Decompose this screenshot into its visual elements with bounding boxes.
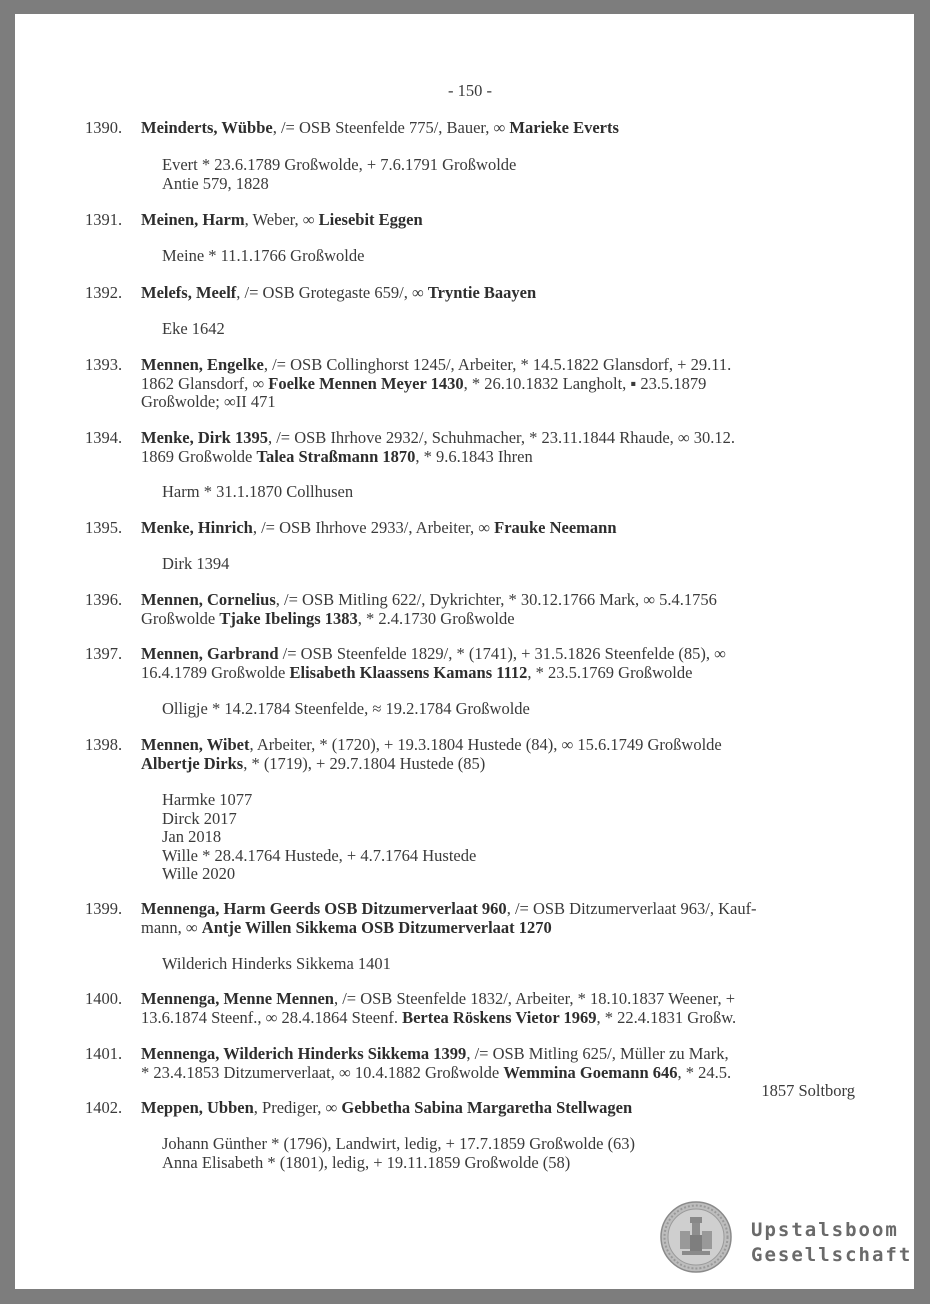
entry-text-run: , /= OSB Mitling 625/, Müller zu Mark,: [466, 1044, 729, 1063]
child-line: Evert * 23.6.1789 Großwolde, + 7.6.1791 Großwolde: [162, 155, 517, 174]
entry-text: [141, 736, 855, 773]
child-line: Wille 2020: [162, 864, 236, 883]
entry-line: [141, 1045, 855, 1064]
entry-text: [141, 429, 855, 466]
entry-line: [141, 1064, 855, 1083]
entry-line: [141, 990, 855, 1009]
entry-number: 1395.: [85, 518, 123, 537]
children-list: [162, 791, 852, 884]
entry-1395: [85, 519, 855, 538]
entry-line: [141, 429, 855, 448]
entry-text: [141, 284, 855, 303]
entry-text-run: , * 24.5.: [677, 1062, 732, 1082]
child-line: Dirk 1394: [162, 554, 230, 573]
entry-text-run: , /= OSB Ihrhove 2933/, Arbeiter, ∞: [252, 518, 495, 537]
entry-line: [141, 1009, 855, 1028]
entry-number: 1396.: [85, 590, 123, 609]
spouse-name: Foelke Mennen Meyer 1430: [268, 373, 464, 393]
children-list: [162, 320, 852, 339]
spouse-name: Wemmina Goemann 646: [503, 1062, 678, 1082]
entry-number: 1394.: [85, 428, 123, 447]
entry-1396: [85, 591, 855, 628]
entry-text: [141, 119, 855, 138]
entry-line: [141, 736, 855, 755]
entry-line: [141, 610, 855, 629]
entry-line: [141, 900, 855, 919]
children-list: [162, 247, 852, 266]
entry-text: [141, 900, 855, 937]
entry-name: Mennenga, Harm Geerds OSB Ditzumerverlaat 960: [141, 899, 507, 918]
entry-line: [141, 645, 855, 664]
entry-line: [141, 119, 855, 138]
entry-text-run: , Weber, ∞: [244, 210, 319, 229]
spouse-name: Antje Willen Sikkema OSB Ditzumerverlaat 1270: [201, 917, 552, 937]
entry-text-run: , /= OSB Ditzumerverlaat 963/, Kauf-: [506, 899, 757, 918]
entry-text-run: , /= OSB Steenfelde 775/, Bauer, ∞: [272, 118, 510, 137]
child-line: Antie 579, 1828: [162, 173, 269, 193]
child-line: Harm * 31.1.1870 Collhusen: [162, 482, 354, 501]
entry-line: [141, 448, 855, 467]
entry-number: 1402.: [85, 1098, 123, 1117]
children-list: [162, 156, 852, 193]
spouse-name: Elisabeth Klaassens Kamans 1112: [289, 662, 528, 682]
entry-1399: [85, 900, 855, 937]
entry-text: [141, 211, 855, 230]
spouse-name: Talea Straßmann 1870: [256, 446, 416, 466]
entry-text-run: /= OSB Steenfelde 1829/, * (1741), + 31.5.1826 Steenfelde (85), ∞: [278, 644, 726, 663]
entry-number: 1398.: [85, 735, 123, 754]
entry-text-run: , * 26.10.1832 Langholt, ▪ 23.5.1879: [463, 373, 707, 393]
entry-text-run: , Prediger, ∞: [253, 1098, 342, 1117]
spouse-name: Tjake Ibelings 1383: [219, 608, 358, 628]
entry-1390: [85, 119, 855, 138]
children-list: [162, 483, 852, 502]
entry-name: Meinen, Harm: [141, 210, 245, 229]
document-page: [15, 14, 914, 1289]
entry-name: Mennen, Engelke: [141, 355, 264, 374]
entry-line: [141, 375, 855, 394]
entry-line: [141, 664, 855, 683]
entry-text-run: 1869 Großwolde: [141, 446, 257, 466]
entry-1402: [85, 1099, 855, 1118]
child-line: Harmke 1077: [162, 790, 253, 809]
entry-text: [141, 356, 855, 412]
child-line: Meine * 11.1.1766 Großwolde: [162, 246, 365, 265]
children-list: [162, 555, 852, 574]
spouse-name: Marieke Everts: [509, 118, 619, 137]
entry-line: [141, 591, 855, 610]
entry-text: [141, 1099, 855, 1118]
entry-text: [141, 519, 855, 538]
child-line: Wille * 28.4.1764 Hustede, + 4.7.1764 Hustede: [162, 845, 477, 865]
entry-text-run: 13.6.1874 Steenf., ∞ 28.4.1864 Steenf.: [141, 1007, 403, 1027]
child-line: Jan 2018: [162, 827, 222, 846]
child-line: Eke 1642: [162, 319, 225, 338]
entry-name: Menke, Dirk 1395: [141, 428, 268, 447]
entry-number: 1390.: [85, 118, 123, 137]
entry-number: 1397.: [85, 644, 123, 663]
entry-text-run: mann, ∞: [141, 917, 202, 937]
spouse-name: Tryntie Baayen: [427, 283, 537, 302]
entry-text: [141, 645, 855, 682]
spouse-name: Liesebit Eggen: [318, 210, 423, 229]
entry-1398: [85, 736, 855, 773]
entry-text-run: , /= OSB Collinghorst 1245/, Arbeiter, * 14.5.1822 Glansdorf, + 29.11.: [263, 355, 732, 374]
entry-line: [141, 919, 855, 938]
entry-name: Mennen, Cornelius: [141, 590, 276, 609]
entry-1400: [85, 990, 855, 1027]
entry-name: Meinderts, Wübbe: [141, 118, 273, 137]
entry-text-run: , /= OSB Grotegaste 659/, ∞: [236, 283, 428, 302]
logo-line-1: Upstalsboom: [751, 1219, 899, 1241]
child-line: Anna Elisabeth * (1801), ledig, + 19.11.1859 Großwolde (58): [162, 1152, 571, 1172]
children-list: [162, 1135, 852, 1172]
child-line: Dirck 2017: [162, 808, 237, 828]
entry-1401: [85, 1045, 855, 1101]
logo-line-2: Gesellschaft: [751, 1244, 913, 1266]
entry-text-run: , * 2.4.1730 Großwolde: [357, 608, 515, 628]
entry-name: Mennen, Wibet: [141, 735, 250, 754]
entry-line: [141, 284, 855, 303]
child-line: Johann Günther * (1796), Landwirt, ledig, + 17.7.1859 Großwolde (63): [162, 1134, 636, 1153]
entry-number: 1393.: [85, 355, 123, 374]
spouse-name: Frauke Neemann: [494, 518, 617, 537]
entry-1397: [85, 645, 855, 682]
entry-text: [141, 591, 855, 628]
entry-line: [141, 519, 855, 538]
children-list: [162, 700, 852, 719]
entry-text-run: , /= OSB Steenfelde 1832/, Arbeiter, * 18.10.1837 Weener, +: [333, 989, 735, 1008]
entry-text-run: 16.4.1789 Großwolde: [141, 662, 290, 682]
entry-1393: [85, 356, 855, 412]
entry-text: [141, 990, 855, 1027]
entry-number: 1401.: [85, 1044, 123, 1063]
child-line: Wilderich Hinderks Sikkema 1401: [162, 954, 391, 973]
entry-name: Menke, Hinrich: [141, 518, 253, 537]
entry-name: Mennen, Garbrand: [141, 644, 279, 663]
entry-text-run: , * 23.5.1769 Großwolde: [527, 662, 693, 682]
entry-line: Großwolde; ∞II 471: [141, 392, 276, 411]
page-number: - 150 -: [448, 81, 492, 100]
entry-1394: [85, 429, 855, 466]
entry-name: Meppen, Ubben: [141, 1098, 254, 1117]
seal-logo-icon: [660, 1201, 732, 1273]
entry-text-run: , /= OSB Ihrhove 2932/, Schuhmacher, * 23.11.1844 Rhaude, ∞ 30.12.: [267, 428, 736, 447]
entry-name: Melefs, Meelf: [141, 283, 237, 302]
entry-number: 1399.: [85, 899, 123, 918]
entry-text-run: , * 9.6.1843 Ihren: [415, 446, 533, 466]
entry-line-right: 1857 Soltborg: [761, 1081, 855, 1100]
entry-1391: [85, 211, 855, 230]
entry-number: 1400.: [85, 989, 123, 1008]
child-line: Olligje * 14.2.1784 Steenfelde, ≈ 19.2.1784 Großwolde: [162, 699, 530, 718]
entry-number: 1392.: [85, 283, 123, 302]
entry-text-run: , Arbeiter, * (1720), + 19.3.1804 Hustede (84), ∞ 15.6.1749 Großwolde: [249, 735, 722, 754]
society-logo-text: [751, 1218, 912, 1268]
entry-number: 1391.: [85, 210, 123, 229]
entry-name: Mennenga, Menne Mennen: [141, 989, 334, 1008]
entry-text-run: , * (1719), + 29.7.1804 Hustede (85): [243, 753, 486, 773]
entry-text-run: * 23.4.1853 Ditzumerverlaat, ∞ 10.4.1882 Großwolde: [141, 1062, 504, 1082]
children-list: [162, 955, 852, 974]
entry-text-run: , * 22.4.1831 Großw.: [596, 1007, 737, 1027]
entry-text-run: , /= OSB Mitling 622/, Dykrichter, * 30.12.1766 Mark, ∞ 5.4.1756: [275, 590, 717, 609]
entry-text-run: Großwolde: [141, 608, 220, 628]
spouse-name: Albertje Dirks: [141, 753, 244, 773]
entry-text-run: 1862 Glansdorf, ∞: [141, 373, 269, 393]
entry-text: [141, 1045, 855, 1101]
entry-line: [141, 356, 855, 375]
entry-line: [141, 211, 855, 230]
spouse-name: Gebbetha Sabina Margaretha Stellwagen: [341, 1098, 633, 1117]
entry-line: [141, 1099, 855, 1118]
entry-name: Mennenga, Wilderich Hinderks Sikkema 1399: [141, 1044, 467, 1063]
entry-line: [141, 755, 855, 774]
entry-1392: [85, 284, 855, 303]
spouse-name: Bertea Röskens Vietor 1969: [402, 1007, 597, 1027]
